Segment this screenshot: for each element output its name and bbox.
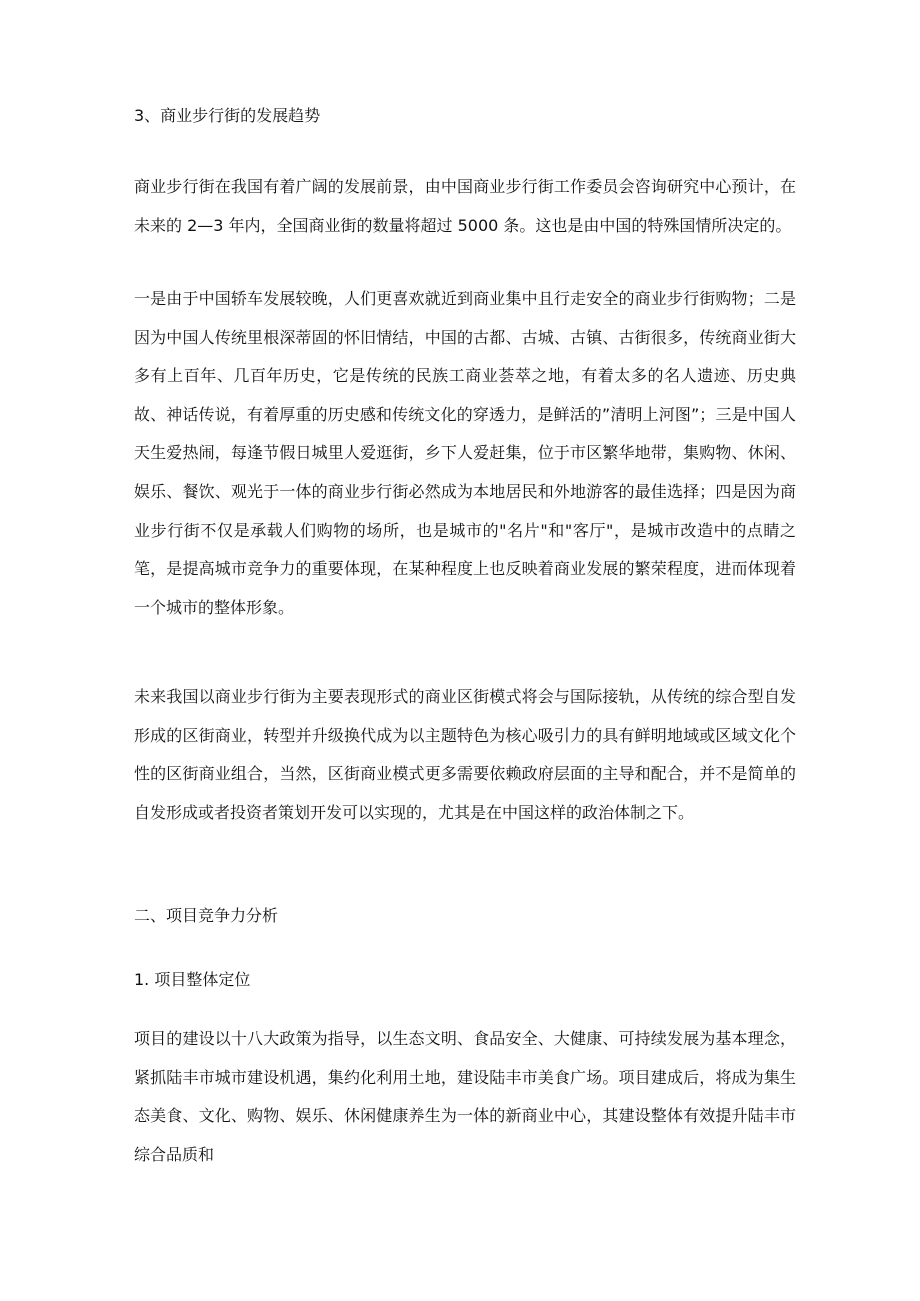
trend-paragraph-1: 商业步行街在我国有着广阔的发展前景，由中国商业步行街工作委员会咨询研究中心预计，在未来的 2—3 年内，全国商业街的数量将超过 5000 条。这也是由中国的特殊国情所决定的。 xyxy=(134,177,796,235)
trend-heading: 3、商业步行街的发展趋势 xyxy=(134,106,321,125)
positioning-paragraph: 项目的建设以十八大政策为指导，以生态文明、食品安全、大健康、可持续发展为基本理念，紧抓陆丰市城市建设机遇，集约化利用土地，建设陆丰市美食广场。项目建成后，将成为集生态美食、文化、购物、娱乐、休闲健康养生为一体的新商业中心，其建设整体有效提升陆丰市综合品质和 xyxy=(134,1029,796,1164)
trend-paragraph-2: 一是由于中国轿车发展较晚，人们更喜欢就近到商业集中且行走安全的商业步行街购物；二是因为中国人传统里根深蒂固的怀旧情结，中国的古都、古城、古镇、古街很多，传统商业街大多有上百年、几百年历史，它是传统的民族工商业荟萃之地，有着太多的名人遗迹、历史典故、神话传说，有着厚重的历史感和传统文化的穿透力，是鲜活的”清明上河图”；三是中国人天生爱热闹，每逢节假日城里人爱逛街，乡下人爱赶集，位于市区繁华地带，集购物、休闲、娱乐、餐饮、观光于一体的商业步行街必然成为本地居民和外地游客的最佳选择；四是因为商业步行街不仅是承载人们购物的场所，也是城市的"名片"和"客厅"，是城市改造中的点睛之笔，是提高城市竞争力的重要体现，在某种程度上也反映着商业发展的繁荣程度，进而体现着一个城市的整体形象。 xyxy=(134,289,796,617)
positioning-heading: 1. 项目整体定位 xyxy=(134,970,251,989)
trend-paragraph-3: 未来我国以商业步行街为主要表现形式的商业区街模式将会与国际接轨，从传统的综合型自发形成的区街商业，转型并升级换代成为以主题特色为核心吸引力的具有鲜明地域或区域文化个性的区街商业组合，当然，区街商业模式更多需要依赖政府层面的主导和配合，并不是简单的自发形成或者投资者策划开发可以实现的，尤其是在中国这样的政治体制之下。 xyxy=(134,687,796,822)
competition-heading: 二、项目竞争力分析 xyxy=(134,906,279,925)
